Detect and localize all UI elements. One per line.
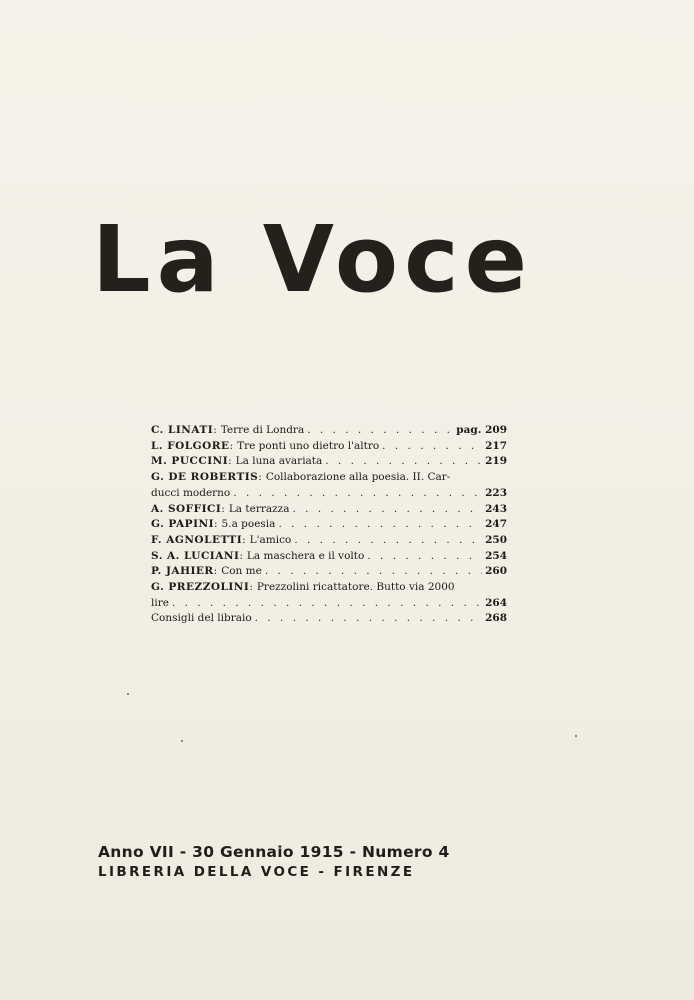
toc-separator: : — [213, 424, 217, 436]
toc-entry — [151, 564, 507, 580]
table-of-contents — [151, 423, 507, 627]
toc-author: M. PUCCINI — [151, 455, 229, 468]
toc-leader-dots — [292, 502, 482, 518]
toc-separator: : — [228, 455, 232, 468]
toc-entry — [151, 533, 507, 549]
toc-author: G. DE ROBERTIS — [151, 471, 259, 484]
toc-leader-dots — [307, 423, 453, 439]
toc-separator: : — [213, 565, 218, 578]
toc-page-number: 219 — [485, 455, 507, 468]
toc-author: C. LINATI — [151, 424, 214, 436]
toc-title: Collaborazione alla poesia. II. Car- — [265, 471, 451, 484]
toc-page-number: 264 — [485, 596, 507, 609]
toc-title: L'amico — [249, 533, 292, 546]
toc-entry — [151, 470, 507, 486]
toc-title: La luna avariata — [235, 455, 323, 468]
toc-leader-dots — [294, 533, 482, 549]
toc-leader-dots — [233, 486, 482, 502]
toc-title: Con me — [221, 565, 262, 578]
toc-title-continuation: lire — [151, 596, 169, 609]
toc-leader-dots — [278, 517, 482, 533]
toc-page-number: 254 — [485, 549, 507, 562]
toc-entry — [151, 423, 507, 439]
toc-separator: : — [242, 533, 246, 546]
toc-leader-dots — [325, 454, 482, 470]
paper-speck — [127, 693, 129, 695]
toc-title: Prezzolini ricattatore. Butto via 2000 — [256, 581, 455, 594]
toc-leader-dots — [172, 596, 482, 612]
toc-entry-continuation — [151, 486, 507, 502]
toc-entry — [151, 502, 507, 518]
toc-leader-dots — [265, 564, 482, 580]
toc-entry — [151, 611, 507, 627]
publisher-line: LIBRERIA DELLA VOCE - FIRENZE — [98, 864, 415, 880]
toc-title: Consigli del libraio — [151, 612, 252, 625]
toc-separator: : — [229, 439, 234, 452]
toc-separator: : — [249, 581, 253, 594]
toc-page-number: 260 — [485, 565, 507, 578]
toc-title: La terrazza — [228, 502, 290, 515]
toc-separator: : — [239, 549, 243, 562]
toc-separator: : — [221, 502, 225, 515]
toc-author: G. PAPINI — [151, 518, 214, 531]
toc-author: L. FOLGORE — [151, 439, 230, 452]
toc-leader-dots — [255, 611, 482, 627]
toc-author: S. A. LUCIANI — [151, 549, 240, 562]
toc-title: Tre ponti uno dietro l'altro — [237, 439, 380, 452]
paper-speck — [181, 740, 183, 742]
toc-leader-dots — [367, 549, 482, 565]
toc-leader-dots — [382, 439, 482, 455]
masthead-title: La Voce — [92, 206, 534, 313]
toc-title: Terre di Londra — [220, 424, 305, 436]
toc-separator: : — [258, 471, 262, 484]
toc-page-number: 250 — [485, 533, 507, 546]
toc-author: G. PREZZOLINI — [151, 581, 250, 594]
toc-page-number: 223 — [485, 486, 507, 499]
toc-entry — [151, 454, 507, 470]
toc-author: P. JAHIER — [151, 565, 214, 578]
issue-line: Anno VII - 30 Gennaio 1915 - Numero 4 — [98, 843, 450, 861]
toc-separator: : — [214, 518, 218, 531]
toc-entry-continuation — [151, 596, 507, 612]
toc-page-number: 217 — [485, 439, 507, 452]
toc-page-number: 268 — [485, 612, 507, 625]
toc-author: A. SOFFICI — [151, 502, 222, 515]
toc-title: La maschera e il volto — [246, 549, 365, 562]
toc-page-number: pag. 209 — [456, 424, 507, 436]
toc-page-number: 247 — [485, 518, 507, 531]
paper-speck — [575, 735, 577, 737]
toc-entry — [151, 439, 507, 455]
toc-title-continuation: ducci moderno — [151, 486, 231, 499]
toc-entry — [151, 580, 507, 596]
toc-title: 5.a poesia — [221, 518, 276, 531]
toc-author: F. AGNOLETTI — [151, 533, 243, 546]
toc-entry — [151, 517, 507, 533]
toc-entry — [151, 549, 507, 565]
toc-page-number: 243 — [485, 502, 507, 515]
